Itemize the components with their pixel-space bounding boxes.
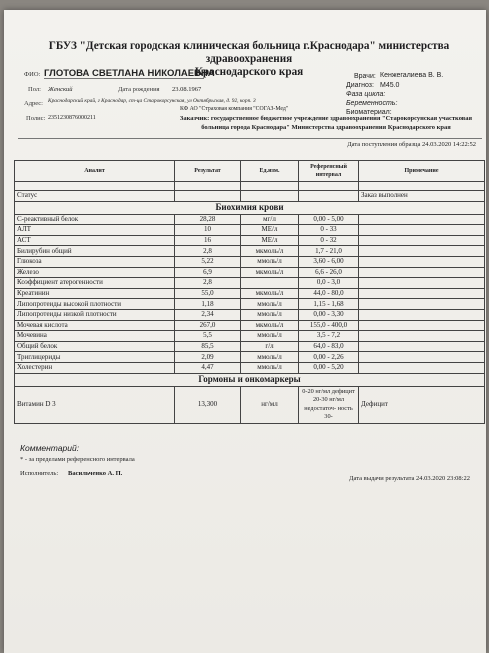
table-row [15, 362, 485, 373]
table-row [15, 288, 485, 299]
cell-note [359, 214, 485, 225]
diagnosis-label: Диагноз: [346, 82, 374, 89]
cell-reference: 44,0 - 80,0 [299, 288, 359, 299]
cell-result: 10 [175, 225, 241, 236]
cell-analyte: Холестерин [15, 362, 175, 373]
col-analyte: Аналит [15, 161, 175, 182]
cell-unit: ммоль/л [241, 352, 299, 363]
title-line-1: ГБУЗ "Детская городская клиническая больница г.Краснодара" министерства здравоохранения [48, 40, 450, 65]
cell-result: 6,9 [175, 267, 241, 278]
section-title: Биохимия крови [15, 201, 485, 214]
underline [44, 78, 204, 79]
status-note: Заказ выполнен [359, 191, 485, 202]
cell-result: 5,5 [175, 331, 241, 342]
cell-result: 55,0 [175, 288, 241, 299]
table-row [15, 256, 485, 267]
section-biochemistry [15, 201, 485, 214]
cell-result: 2,8 [175, 246, 241, 257]
cell-reference: 0,00 - 3,30 [299, 309, 359, 320]
cell-reference [299, 386, 359, 423]
cell-unit: МЕ/л [241, 225, 299, 236]
cell-unit: мкмоль/л [241, 320, 299, 331]
cell-analyte: Глюкоза [15, 256, 175, 267]
cell-reference: 6,6 - 26,0 [299, 267, 359, 278]
status-label: Статус [15, 191, 175, 202]
sex-label: Пол: [28, 86, 41, 93]
cell-analyte: АЛТ [15, 225, 175, 236]
cell-unit: ммоль/л [241, 256, 299, 267]
diagnosis-value: М45.0 [380, 82, 400, 89]
cell-analyte: АСТ [15, 235, 175, 246]
fio-label: ФИО: [24, 71, 41, 78]
table-row [15, 267, 485, 278]
section-title: Гормоны и онкомаркеры [15, 373, 485, 386]
section-hormones [15, 373, 485, 386]
cell-result: 2,34 [175, 309, 241, 320]
cell-note [359, 235, 485, 246]
table-row [15, 214, 485, 225]
cell-analyte: С-реактивный белок [15, 214, 175, 225]
reference-line: 0-20 нг/мл дефицит [302, 387, 355, 395]
reference-line: недостаточ- ность [304, 404, 353, 412]
cell-result: 267,0 [175, 320, 241, 331]
patient-insurer: КФ АО "Страховая компания "СОГАЗ-Мед" [180, 106, 289, 112]
cell-reference: 0,00 - 5,00 [299, 214, 359, 225]
patient-dob: 23.08.1967 [172, 86, 202, 93]
cell-analyte: Билирубин общий [15, 246, 175, 257]
cell-analyte: Общий белок [15, 341, 175, 352]
pregnancy-label: Беременность: [346, 100, 398, 107]
cell-unit: ммоль/л [241, 331, 299, 342]
table-row [15, 320, 485, 331]
col-reference: Референсный интервал [299, 161, 359, 182]
cell-note [359, 309, 485, 320]
cell-unit: мкмоль/л [241, 267, 299, 278]
cell-note [359, 352, 485, 363]
table-row [15, 309, 485, 320]
legend-note: * - за пределами референсного интервала [20, 456, 135, 463]
patient-sex: Женский [48, 86, 73, 93]
cell-result: 2,09 [175, 352, 241, 363]
cell-analyte: Витамин D 3 [15, 386, 175, 423]
reference-line: 30- [324, 413, 333, 420]
cell-result: 13,300 [175, 386, 241, 423]
cell-analyte: Мочевина [15, 331, 175, 342]
executor-label: Исполнитель: [20, 470, 59, 477]
cell-reference: 0,00 - 5,20 [299, 362, 359, 373]
cell-result: 28,28 [175, 214, 241, 225]
customer-line-2: больница города Краснодара" Министерства здравоохранения Краснодарского края [201, 124, 451, 131]
cell-reference: 1,15 - 1,68 [299, 299, 359, 310]
cell-analyte: Липопротеиды высокой плотности [15, 299, 175, 310]
col-result: Результат [175, 161, 241, 182]
table-row-vitamin-d [15, 386, 485, 423]
table-row [15, 278, 485, 289]
cell-analyte: Коэффициент атерогенности [15, 278, 175, 289]
table-row [15, 246, 485, 257]
cell-note [359, 362, 485, 373]
cell-unit: ммоль/л [241, 299, 299, 310]
col-unit: Ед.изм. [241, 161, 299, 182]
cell-note [359, 246, 485, 257]
receipt-date: Дата поступления образца 24.03.2020 14:22:52 [347, 141, 476, 148]
cell-reference: 0,00 - 2,26 [299, 352, 359, 363]
reference-line: 20-30 нг/мл [312, 396, 345, 403]
cell-note [359, 256, 485, 267]
customer-block [166, 114, 486, 132]
col-note: Примечание [359, 161, 485, 182]
customer-line-1: Заказчик: государственное бюджетное учреждение здравоохранения "Старокорсунская участковая [179, 115, 473, 122]
cell-reference: 0 - 33 [299, 225, 359, 236]
cell-result: 4,47 [175, 362, 241, 373]
patient-policy: 2351230876000211 [48, 115, 96, 121]
cell-unit: МЕ/л [241, 235, 299, 246]
cell-analyte: Креатинин [15, 288, 175, 299]
cell-reference: 1,7 - 21,0 [299, 246, 359, 257]
cell-analyte: Липопротеиды низкой плотности [15, 309, 175, 320]
cell-unit [241, 278, 299, 289]
cell-analyte: Мочевая кислота [15, 320, 175, 331]
cell-unit: г/л [241, 341, 299, 352]
executor-value: Васильченко А. П. [68, 470, 123, 477]
table-row [15, 331, 485, 342]
table-row [15, 235, 485, 246]
cell-unit: мкмоль/л [241, 246, 299, 257]
title-line-2: Краснодарского края [194, 66, 304, 78]
table-header-row [15, 161, 485, 182]
cell-note [359, 288, 485, 299]
doctor-value: Кенжегалиева В. В. [380, 72, 444, 79]
status-row [15, 191, 485, 202]
issued-date: Дата выдачи результата 24.03.2020 23:08:22 [349, 475, 470, 482]
cell-note [359, 341, 485, 352]
dob-label: Дата рождения [118, 86, 160, 93]
cell-unit: нг/мл [241, 386, 299, 423]
patient-name: ГЛОТОВА СВЕТЛАНА НИКОЛАЕВНА [44, 68, 215, 79]
blank-row [15, 182, 485, 191]
cell-note [359, 331, 485, 342]
cell-note [359, 320, 485, 331]
lab-report-sheet [4, 10, 486, 653]
cell-result: 1,18 [175, 299, 241, 310]
divider [18, 138, 482, 139]
cell-reference: 64,0 - 83,0 [299, 341, 359, 352]
biomaterial-label: Биоматериал: [346, 109, 392, 116]
cell-analyte: Триглицериды [15, 352, 175, 363]
address-label: Адрес: [24, 100, 43, 107]
cell-reference: 3,5 - 7,2 [299, 331, 359, 342]
cell-reference: 3,60 - 6,00 [299, 256, 359, 267]
comment-label: Комментарий: [20, 443, 80, 453]
cell-reference: 155,0 - 400,0 [299, 320, 359, 331]
patient-address: Краснодарский край, г Краснодар, ст-ца Старокорсунская, ул Октябрьская, д. 92, корп. 3 [48, 98, 256, 104]
cell-result: 16 [175, 235, 241, 246]
cell-note [359, 299, 485, 310]
cycle-label: Фаза цикла: [346, 91, 386, 98]
table-row [15, 352, 485, 363]
cell-reference: 0 - 32 [299, 235, 359, 246]
results-table [14, 160, 485, 424]
cell-unit: ммоль/л [241, 309, 299, 320]
doctor-label: Врачи: [354, 73, 376, 80]
cell-result: 5,22 [175, 256, 241, 267]
cell-note: Дефицит [359, 386, 485, 423]
cell-reference: 0,0 - 3,0 [299, 278, 359, 289]
cell-note [359, 267, 485, 278]
cell-note [359, 278, 485, 289]
cell-note [359, 225, 485, 236]
cell-result: 2,8 [175, 278, 241, 289]
table-row [15, 225, 485, 236]
cell-analyte: Железо [15, 267, 175, 278]
policy-label: Полис: [26, 115, 46, 122]
table-row [15, 341, 485, 352]
table-row [15, 299, 485, 310]
cell-unit: мг/л [241, 214, 299, 225]
cell-unit: мкмоль/л [241, 288, 299, 299]
cell-result: 85,5 [175, 341, 241, 352]
cell-unit: ммоль/л [241, 362, 299, 373]
